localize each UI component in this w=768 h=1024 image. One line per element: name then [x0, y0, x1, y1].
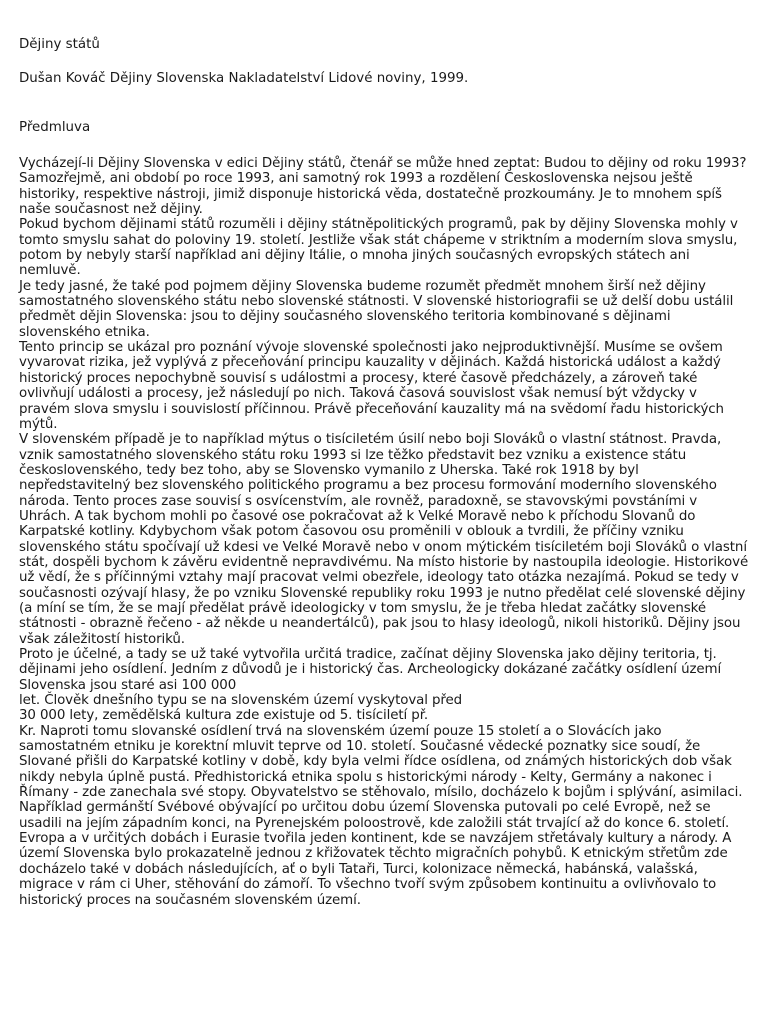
- paragraph: Vycházejí-li Dějiny Slovenska v edici Dějiny států, čtenář se může hned zeptat: Budou to dějiny od roku 1993? Samozřejmě, ani období po roce 1993, ani samotný rok 1993 a rozdělení Československa nejsou ještě historiky, respektive nástroji, jimiž disponuje historická věda, dostatečně prozkoumány. Je to mnohem spíš naše současnost než dějiny.: [19, 156, 747, 218]
- paragraph: V slovenském případě je to například mýtus o tisíciletém úsilí nebo boji Slováků o vlastní státnost. Pravda, vznik samostatného slovenského státu roku 1993 si lze těžko představit bez vzniku a existence státu československého, tedy bez toho, aby se Slovensko vymanilo z Uherska. Také rok 1918 by byl nepředstavitelný bez slovenského politického programu a bez procesu formování moderního slovenského národa. Tento proces zase souvisí s osvícenstvím, ale rovněž, paradoxně, se stavovskými povstáními v Uhrách. A tak bychom mohli po časové ose pokračovat až k Velké Moravě nebo k příchodu Slovanů do Karpatské kotliny. Kdybychom však potom časovou osu proměnili v oblouk a tvrdili, že příčiny vzniku slovenského státu spočívají už kdesi ve Velké Moravě nebo v onom mýtickém tisíciletém boji Slováků o vlastní stát, dospěli bychom k závěru evidentně nepravdivému. Na místo historie by nastoupila ideologie. Historikové už vědí, že s příčinnými vztahy mají pracovat velmi obezřele, ideology tato otázka nezajímá. Pokud se tedy v současnosti ozývají hlasy, že po vzniku Slovenské republiky roku 1993 je nutno předělat celé slovenské dějiny (a míní se tím, že se mají předělat právě ideologicky v tom smyslu, že je třeba hledat začátky slovenské státnosti - obrazně řečeno - až někde u neandertálců), pak jsou to hlasy ideologů, nikoli historiků. Dějiny jsou však záležitostí historiků.: [19, 432, 749, 647]
- paragraph: Kr. Naproti tomu slovanské osídlení trvá na slovenském území pouze 15 století a o Slovácích jako samostatném etniku je korektní mluvit teprve od 10. století. Současné vědecké poznatky sice soudí, že Slované přišli do Karpatské kotliny v době, kdy byla velmi řídce osídlena, od známých historických dob však nikdy nebyla úplně pustá. Předhistorická etnika spolu s historickými národy - Kelty, Germány a nakonec i Římany - zde zanechala své stopy. Obyvatelstvo se stěhovalo, mísilo, docházelo k bojům i splývání, asimilaci. Například germánští Svébové obývající po určitou dobu území Slovenska putovali po celé Evropě, než se usadili na jejím západním konci, na Pyrenejském poloostrově, kde založili stát trvající až do konce 6. století. Evropa a v určitých dobách i Eurasie tvořila jeden kontinent, kde se navzájem střetávaly kultury a národy. A území Slovenska bylo prokazatelně jednou z křižovatek těchto migračních pohybů. K etnickým střetům zde docházelo také v dobách následujících, ať o byli Tataři, Turci, kolonizace německá, habánská, valašská, migrace v rám ci Uher, stěhování do zámoří. To všechno tvoří svým způsobem kontinuitu a ovlivňovalo to historický proces na současném slovenském území.: [19, 723, 743, 908]
- paragraph: Je tedy jasné, že také pod pojmem dějiny Slovenska budeme rozumět předmět mnohem širší než dějiny samostatného slovenského státu nebo slovenské státnosti. V slovenské historiografii se už delší dobu ustálil předmět dějin Slovenska: jsou to dějiny současného slovenského teritoria kombinované s dějinami slovenského etnika.: [19, 278, 734, 340]
- paragraph: Tento princip se ukázal pro poznání vývoje slovenské společnosti jako nejproduktivnější. Musíme se ovšem vyvarovat rizika, jež vyplývá z přeceňování principu kauzality v dějinách. Každá historická událost a každý historický proces nepochybně souvisí s událostmi a procesy, které časově předcházely, a zároveň také ovlivňují události a procesy, jež následují po nich. Taková časová souvislost však nemusí být vždycky v pravém slova smyslu i souvislostí příčinnou. Právě přeceňování kauzality má na svědomí řadu historických mýtů.: [19, 340, 724, 432]
- document-title: Dějiny států: [19, 37, 100, 52]
- citation-line: Dušan Kováč Dějiny Slovenska Nakladatelství Lidové noviny, 1999.: [19, 71, 469, 86]
- paragraph: Pokud bychom dějinami států rozuměli i dějiny státněpolitických programů, pak by dějiny Slovenska mohly v tomto smyslu sahat do poloviny 19. století. Jestliže však stát chápeme v striktním a moderním slova smyslu, potom by nebyly starší například ani dějiny Itálie, o mnoha jiných současných evropských státech ani nemluvě.: [19, 217, 738, 279]
- body-text: [19, 156, 751, 908]
- document-page: [19, 36, 751, 908]
- paragraph: 30 000 lety, zemědělská kultura zde existuje od 5. tisíciletí př.: [19, 708, 429, 724]
- paragraph: let. Člověk dnešního typu se na slovenském území vyskytoval před: [19, 693, 463, 709]
- paragraph: Proto je účelné, a tady se už také vytvořila určitá tradice, začínat dějiny Slovenska jako dějiny teritoria, tj. dějinami jeho osídlení. Jedním z důvodů je i historický čas. Archeologicky dokázané začátky osídlení území Slovenska jsou staré asi 100 000: [19, 647, 722, 693]
- section-heading: Předmluva: [19, 120, 91, 135]
